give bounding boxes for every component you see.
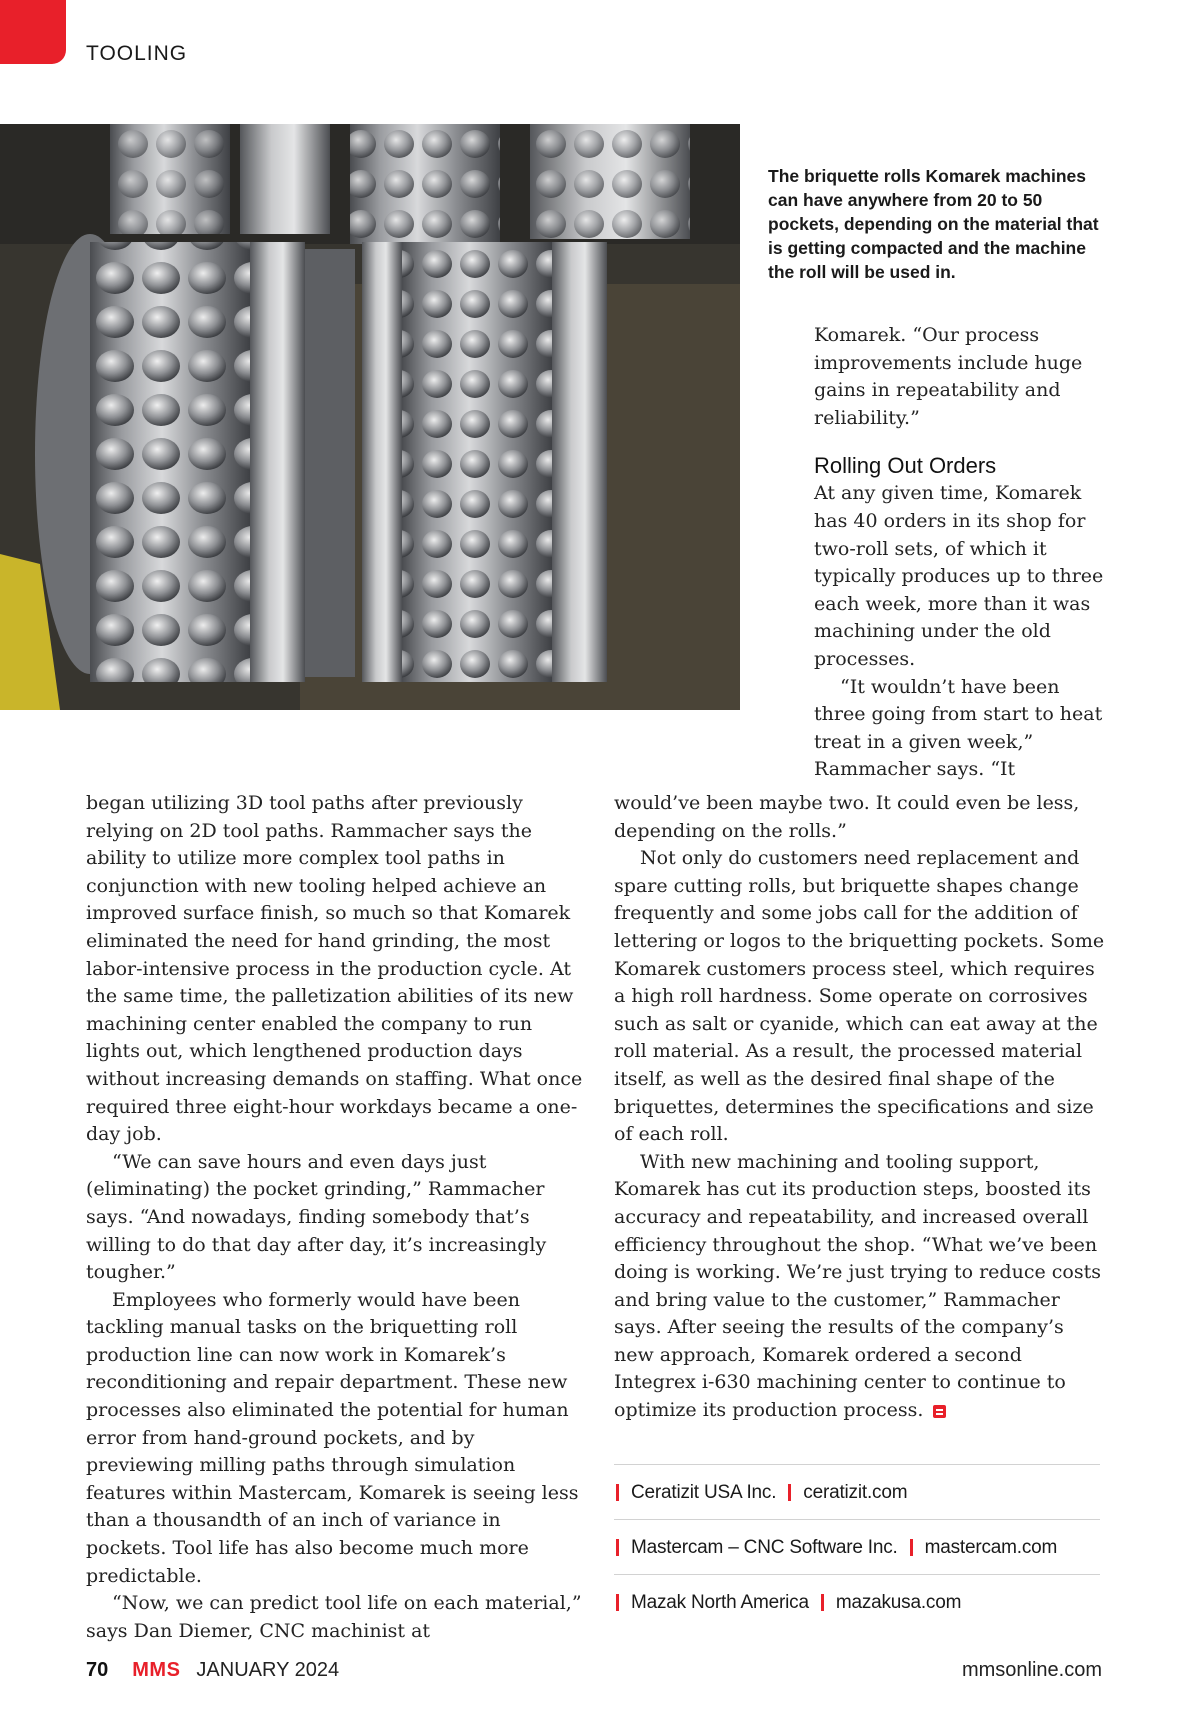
- paragraph: “It wouldn’t have been three going from start to heat treat in a given week,” Rammacher says. “It: [814, 675, 1103, 781]
- paragraph: would’ve been maybe two. It could even be less, depending on the rolls.”: [614, 792, 1080, 842]
- magazine-logo: MMS: [132, 1658, 181, 1681]
- section-label: TOOLING: [86, 42, 188, 65]
- paragraph: Not only do customers need replacement and spare cutting rolls, but briquette shapes change frequently and some jobs call for the addition of lettering or logos to the briquetting pockets. Some Komarek customers process steel, which requires a high roll hardness. Some operate on corrosives such as salt or cyanide, which can eat away at the roll material. As a result, the processed material itself, as well as the desired final shape of the briquettes, determines the specifications and size of each roll.: [614, 847, 1105, 1146]
- page-number: 70: [86, 1658, 109, 1681]
- briquette-rolls-photo: [0, 124, 740, 710]
- page-footer: [86, 1655, 1102, 1685]
- paragraph: [614, 1149, 1106, 1425]
- resource-item: [614, 1464, 1100, 1520]
- divider-bar: [616, 1484, 619, 1501]
- article-end-icon: [933, 1405, 946, 1418]
- paragraph: Employees who formerly would have been tackling manual tasks on the briquetting roll production line can now work in Komarek’s reconditioning and repair department. These new processes also eliminated the potential for human error from hand-ground pockets, and by previewing milling paths through simulation features within Mastercam, Komarek is seeing less than a thousandth of an inch of variance in pockets. Tool life has also become much more predictable.: [86, 1288, 579, 1587]
- resource-link[interactable]: ceratizit.com: [803, 1481, 908, 1503]
- divider-bar: [788, 1484, 791, 1501]
- resource-link[interactable]: mazakusa.com: [835, 1591, 962, 1613]
- subheading: Rolling Out Orders: [814, 453, 997, 479]
- photo-caption: The briquette rolls Komarek machines can have anywhere from 20 to 50 pockets, depending on the material that is getting compacted and the machine the roll will be used in.: [768, 166, 1099, 282]
- resource-name: Mazak North America: [631, 1591, 809, 1613]
- top-column: [814, 322, 1114, 784]
- resource-item: [614, 1574, 1100, 1630]
- left-column: [86, 790, 586, 1645]
- divider-bar: [616, 1539, 619, 1556]
- website-link[interactable]: mmsonline.com: [961, 1658, 1102, 1681]
- paragraph: “Now, we can predict tool life on each material,” says Dan Diemer, CNC machinist at: [86, 1592, 582, 1642]
- divider-bar: [616, 1594, 619, 1611]
- paragraph-text: With new machining and tooling support, Komarek has cut its production steps, boosted its accuracy and repeatability, and increased overall efficiency throughout the shop. “What we’ve been doing is working. We’re just trying to reduce costs and bring value to the customer,” Rammacher says. After seeing the results of the company’s new approach, Komarek ordered a second Integrex i-630 machining center to continue to optimize its production process.: [614, 1150, 1101, 1422]
- resource-name: Mastercam – CNC Software Inc.: [631, 1536, 898, 1558]
- right-column: [614, 790, 1106, 1425]
- paragraph: began utilizing 3D tool paths after previously relying on 2D tool paths. Rammacher says the ability to utilize more complex tool paths in conjunction with new tooling helped achieve an improved surface finish, so much so that Komarek eliminated the need for hand grinding, the most labor-intensive process in the production cycle. At the same time, the palletization abilities of its new machining center enabled the company to run lights out, which lengthened production days without increasing demands on staffing. What once required three eight-hour workdays became a one-day job.: [86, 792, 583, 1146]
- resource-item: [614, 1519, 1100, 1575]
- divider-bar: [910, 1539, 913, 1556]
- issue-date: JANUARY 2024: [196, 1658, 340, 1681]
- resource-name: Ceratizit USA Inc.: [631, 1481, 777, 1503]
- divider-bar: [821, 1594, 824, 1611]
- section-color-tab: [0, 0, 66, 64]
- paragraph: At any given time, Komarek has 40 orders in its shop for two-roll sets, of which it typically produces up to three each week, more than it was machining under the old processes.: [814, 482, 1104, 670]
- paragraph: “We can save hours and even days just (eliminating) the pocket grinding,” Rammacher says. “And nowadays, finding somebody that’s willing to do that day after day, it’s increasingly tougher.”: [86, 1150, 547, 1284]
- paragraph: Komarek. “Our process improvements include huge gains in repeatability and reliability.”: [814, 324, 1083, 429]
- resource-link[interactable]: mastercam.com: [924, 1536, 1058, 1558]
